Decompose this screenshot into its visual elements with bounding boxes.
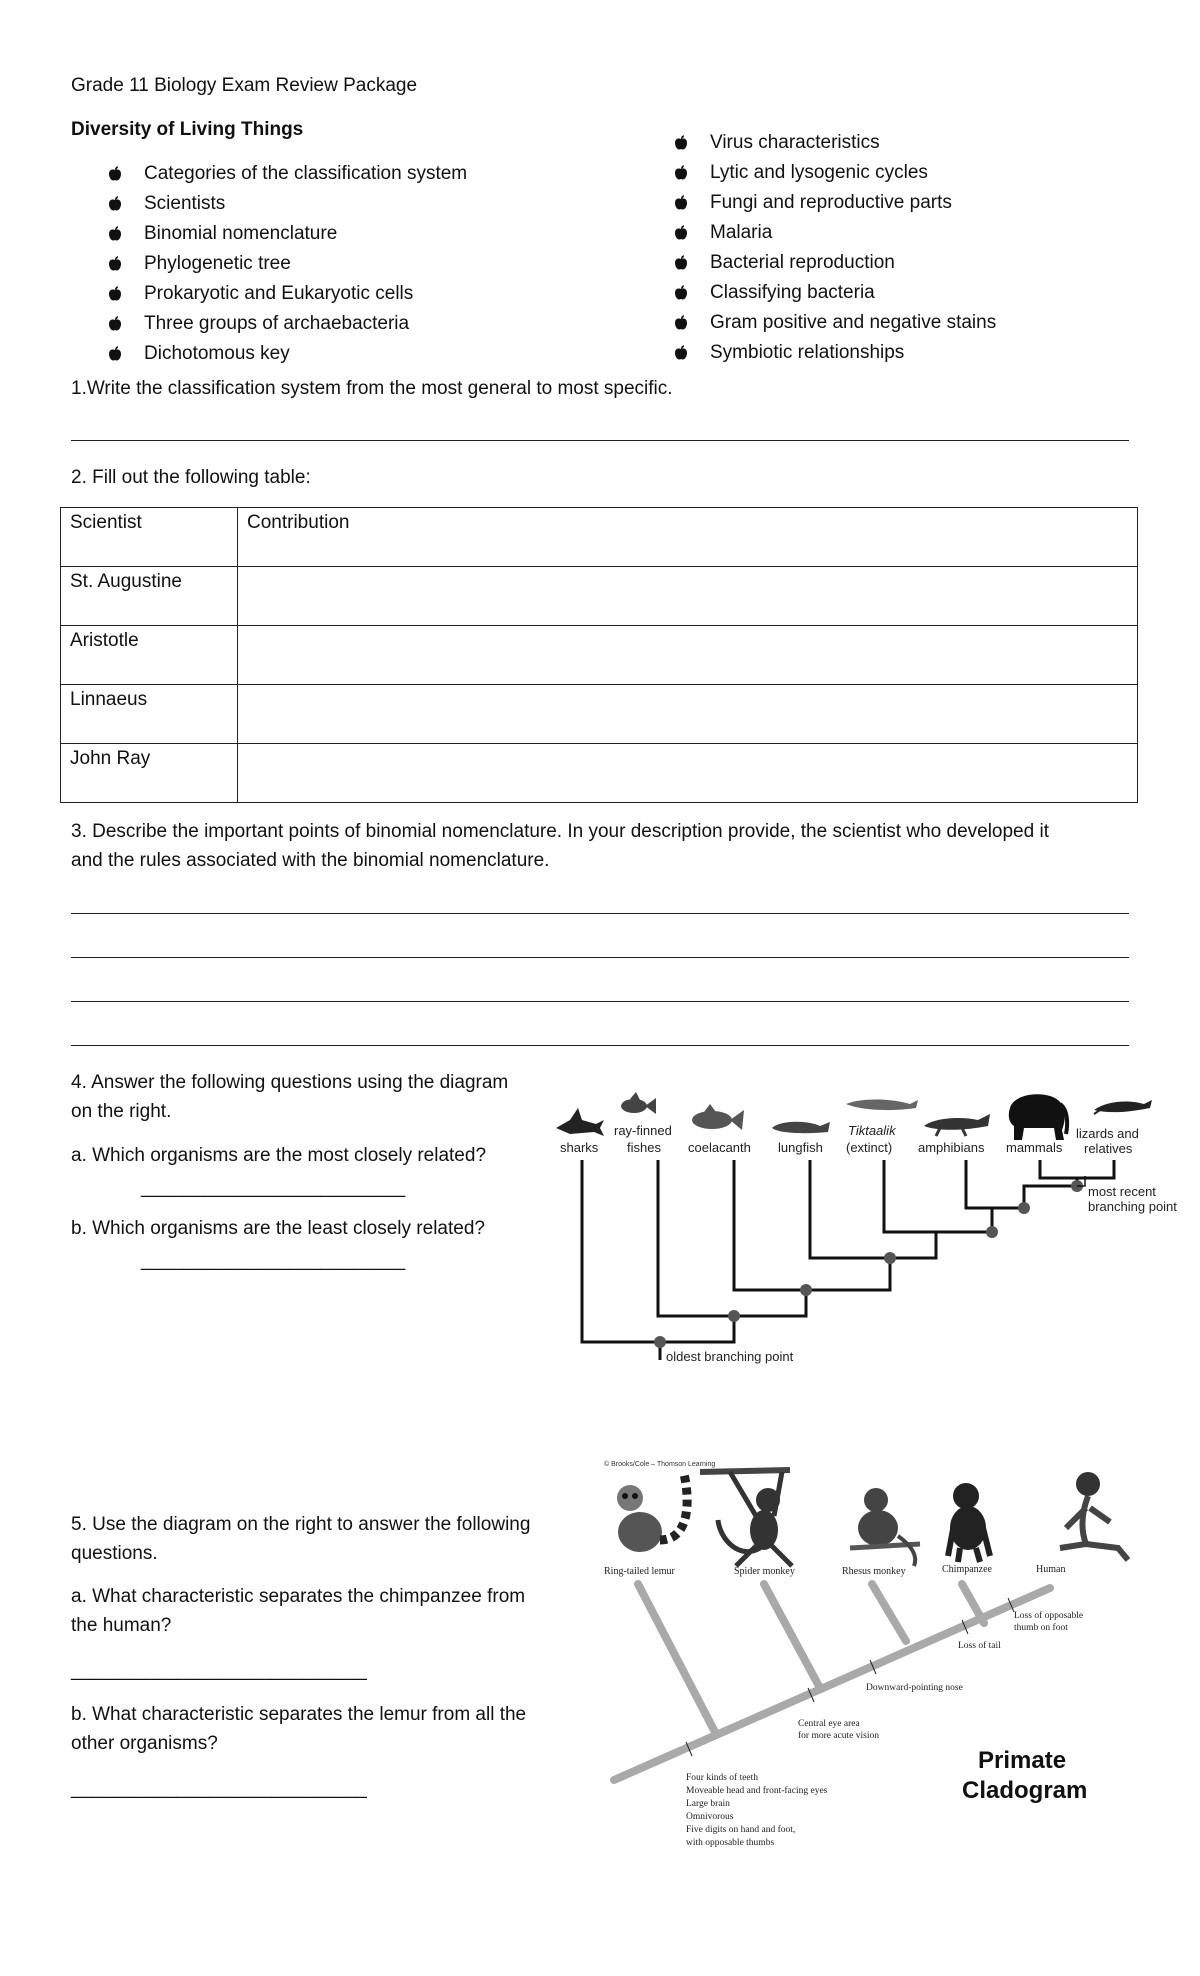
question-3-line2: and the rules associated with the binomial nomenclature. [71, 850, 550, 871]
right-topic-list [674, 128, 996, 368]
question-5a-line1: a. What characteristic separates the chimpanzee from [71, 1586, 526, 1607]
question-4-line1: 4. Answer the following questions using the diagram [71, 1072, 509, 1093]
lemur-icon [617, 1474, 687, 1552]
trait-base-5: Five digits on hand and foot, [686, 1825, 796, 1835]
scientist-cell: Aristotle [61, 626, 238, 685]
table-row [61, 567, 1138, 626]
spider-monkey-icon [700, 1470, 792, 1566]
list-item: Symbiotic relationships [674, 338, 996, 368]
list-item: Scientists [108, 189, 467, 219]
scientist-cell: Linnaeus [61, 685, 238, 744]
apple-bullet-icon [108, 316, 122, 332]
answer-blank[interactable]: _________________________ [141, 1250, 406, 1271]
list-item: Phylogenetic tree [108, 249, 467, 279]
label-branching-point: branching point [1088, 1199, 1177, 1214]
answer-blank[interactable]: _________________________ [141, 1177, 406, 1198]
lizard-icon [1094, 1100, 1152, 1114]
apple-bullet-icon [674, 135, 688, 151]
contribution-cell[interactable] [238, 626, 1138, 685]
label-tiktaalik: Tiktaalik [848, 1123, 896, 1138]
label-oldest-branching-point: oldest branching point [666, 1349, 794, 1364]
answer-blank[interactable]: ____________________________ [71, 1660, 367, 1681]
list-item: Prokaryotic and Eukaryotic cells [108, 279, 467, 309]
scientist-cell: St. Augustine [61, 567, 238, 626]
apple-bullet-icon [674, 315, 688, 331]
trait-thumb-on-foot: thumb on foot [1014, 1623, 1068, 1633]
label-lungfish: lungfish [778, 1140, 823, 1155]
answer-line[interactable] [71, 440, 1129, 441]
trait-base-1: Four kinds of teeth [686, 1773, 759, 1783]
label-chimpanzee: Chimpanzee [942, 1564, 992, 1575]
answer-line[interactable] [71, 1045, 1129, 1046]
document-title: Grade 11 Biology Exam Review Package [71, 75, 418, 96]
label-spider-monkey: Spider monkey [734, 1566, 795, 1577]
list-item: Lytic and lysogenic cycles [674, 158, 996, 188]
question-5a-line2: the human? [71, 1615, 172, 1636]
section-title: Diversity of Living Things [71, 119, 304, 140]
question-4b: b. Which organisms are the least closely related? [71, 1218, 485, 1239]
trait-base-2: Moveable head and front-facing eyes [686, 1786, 828, 1796]
answer-line[interactable] [71, 913, 1129, 914]
amphibian-icon [924, 1114, 990, 1136]
label-ray-finned: ray-finned [614, 1123, 672, 1138]
question-2: 2. Fill out the following table: [71, 467, 311, 488]
chimpanzee-icon [948, 1483, 990, 1562]
question-5-line2: questions. [71, 1543, 158, 1564]
rhesus-monkey-icon [850, 1488, 920, 1566]
list-item: Gram positive and negative stains [674, 308, 996, 338]
trait-loss-of-tail: Loss of tail [958, 1641, 1001, 1651]
label-amphibians: amphibians [918, 1140, 985, 1155]
table-header-row [61, 508, 1138, 567]
branching-nodes [654, 1180, 1083, 1348]
table-header-contribution: Contribution [238, 508, 1138, 567]
human-icon [1060, 1472, 1128, 1560]
apple-bullet-icon [108, 286, 122, 302]
label-extinct: (extinct) [846, 1140, 893, 1155]
apple-bullet-icon [674, 195, 688, 211]
apple-bullet-icon [108, 256, 122, 272]
label-relatives: relatives [1084, 1141, 1133, 1156]
question-3-line1: 3. Describe the important points of binomial nomenclature. In your description provide, the scientist who developed it [71, 821, 1049, 842]
apple-bullet-icon [674, 255, 688, 271]
apple-bullet-icon [674, 345, 688, 361]
question-4a: a. Which organisms are the most closely related? [71, 1145, 487, 1166]
contribution-cell[interactable] [238, 567, 1138, 626]
table-header-scientist: Scientist [61, 508, 238, 567]
apple-bullet-icon [108, 346, 122, 362]
answer-blank[interactable]: ____________________________ [71, 1778, 367, 1799]
answer-line[interactable] [71, 1001, 1129, 1002]
primate-cladogram [596, 1452, 1156, 1856]
coelacanth-icon [692, 1104, 744, 1130]
lungfish-icon [772, 1122, 830, 1133]
answer-line[interactable] [71, 957, 1129, 958]
cladogram-title-cladogram: Cladogram [962, 1777, 1088, 1804]
scientist-cell: John Ray [61, 744, 238, 803]
cladogram-title-primate: Primate [978, 1747, 1067, 1774]
shark-icon [556, 1108, 604, 1136]
question-1: 1.Write the classification system from the most general to most specific. [71, 378, 673, 399]
label-coelacanth: coelacanth [688, 1140, 751, 1155]
list-item: Categories of the classification system [108, 159, 467, 189]
apple-bullet-icon [108, 166, 122, 182]
copyright-text: © Brooks/Cole – Thomson Learning [604, 1461, 716, 1468]
list-item: Classifying bacteria [674, 278, 996, 308]
trait-acute-vision: for more acute vision [798, 1731, 879, 1741]
label-rhesus-monkey: Rhesus monkey [842, 1566, 906, 1577]
list-item: Virus characteristics [674, 128, 996, 158]
question-4-line2: on the right. [71, 1101, 172, 1122]
list-item: Three groups of archaebacteria [108, 309, 467, 339]
label-most-recent: most recent [1088, 1184, 1156, 1199]
fish-icon [621, 1092, 656, 1114]
question-5b-line1: b. What characteristic separates the lemur from all the [71, 1704, 527, 1725]
list-item: Binomial nomenclature [108, 219, 467, 249]
trait-central-eye-area: Central eye area [798, 1719, 860, 1729]
label-fishes: fishes [627, 1140, 661, 1155]
list-item: Dichotomous key [108, 339, 467, 369]
label-sharks: sharks [560, 1140, 599, 1155]
label-lizards: lizards and [1076, 1126, 1139, 1141]
list-item: Malaria [674, 218, 996, 248]
left-topic-list [108, 159, 467, 369]
tiktaalik-icon [846, 1100, 918, 1111]
apple-bullet-icon [674, 225, 688, 241]
label-human: Human [1036, 1564, 1066, 1575]
list-item: Bacterial reproduction [674, 248, 996, 278]
trait-loss-of-opposable: Loss of opposable [1014, 1611, 1084, 1621]
apple-bullet-icon [674, 165, 688, 181]
tree-branches [582, 1160, 1114, 1360]
table-row [61, 744, 1138, 803]
contribution-cell[interactable] [238, 744, 1138, 803]
apple-bullet-icon [108, 196, 122, 212]
scientist-table [60, 507, 1138, 803]
apple-bullet-icon [108, 226, 122, 242]
list-item: Fungi and reproductive parts [674, 188, 996, 218]
trait-base-3: Large brain [686, 1799, 730, 1809]
label-ring-tailed-lemur: Ring-tailed lemur [604, 1566, 675, 1577]
vertebrate-phylogenetic-tree [548, 1088, 1200, 1368]
trait-base-6: with opposable thumbs [686, 1838, 775, 1848]
table-row [61, 685, 1138, 744]
trait-base-4: Omnivorous [686, 1812, 734, 1822]
apple-bullet-icon [674, 285, 688, 301]
trait-downward-nose: Downward-pointing nose [866, 1683, 963, 1693]
label-mammals: mammals [1006, 1140, 1063, 1155]
question-5b-line2: other organisms? [71, 1733, 218, 1754]
contribution-cell[interactable] [238, 685, 1138, 744]
table-row [61, 626, 1138, 685]
elephant-icon [1009, 1094, 1067, 1140]
question-5-line1: 5. Use the diagram on the right to answer the following [71, 1514, 531, 1535]
